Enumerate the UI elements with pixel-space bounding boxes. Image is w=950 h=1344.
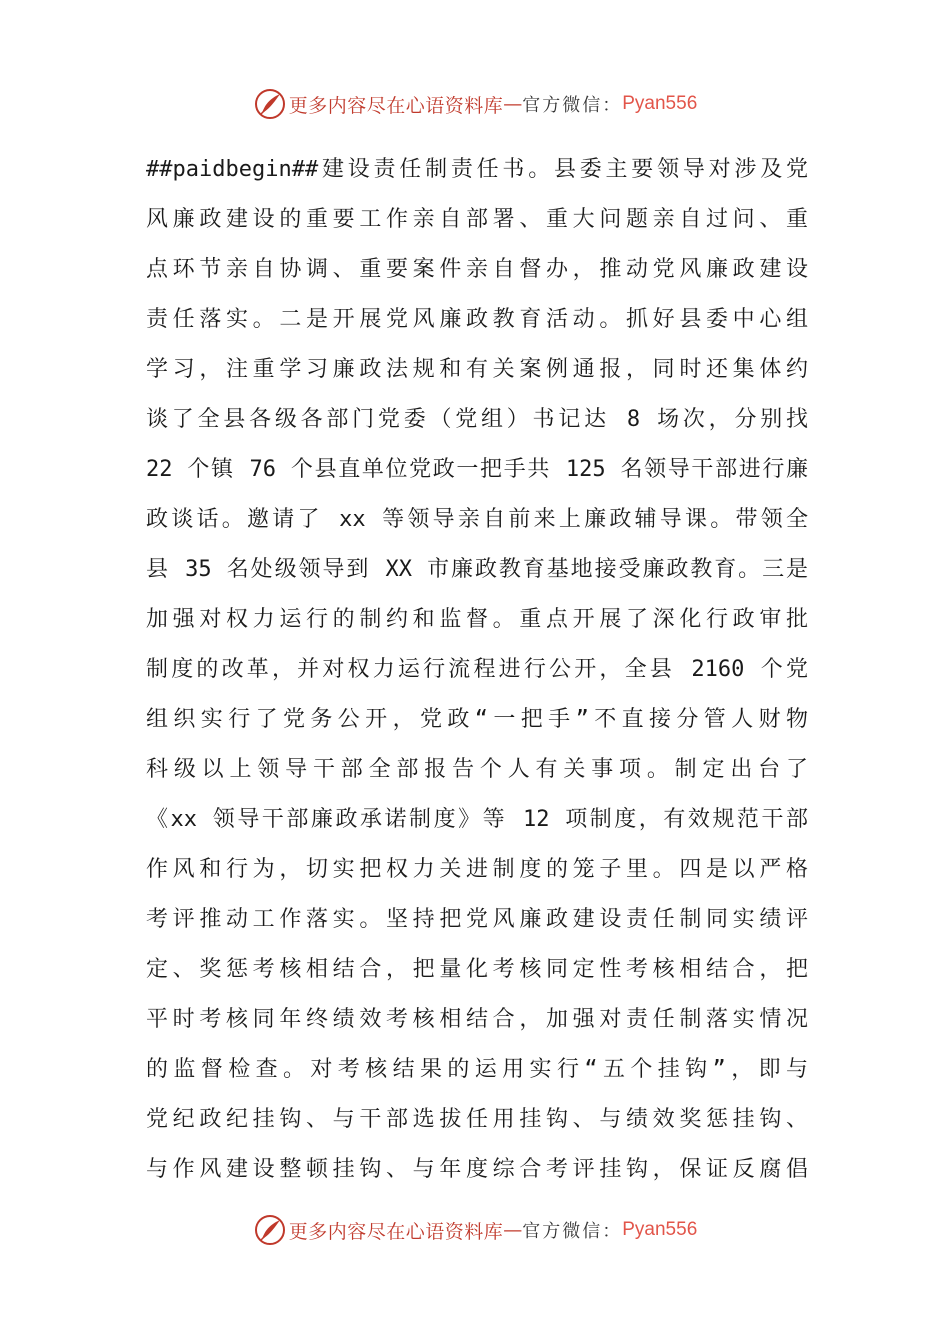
banner-dash: —	[503, 1219, 523, 1241]
body-line: 责任落实。二是开展党风廉政教育活动。抓好县委中心组	[146, 307, 808, 332]
body-line: 党纪政纪挂钩、与干部选拔任用挂钩、与绩效奖惩挂钩、	[146, 1107, 808, 1132]
body-line: 政谈话。邀请了 xx 等领导亲自前来上廉政辅导课。带领全	[146, 507, 808, 532]
banner-wechat-label: 官方微信：	[522, 95, 623, 116]
body-line: 作风和行为，切实把权力关进制度的笼子里。四是以严格	[146, 857, 808, 882]
pen-logo-icon	[253, 87, 287, 121]
body-line: 加强对权力运行的制约和监督。重点开展了深化行政审批	[146, 607, 808, 632]
banner-main-text: 更多内容尽在心语资料库	[288, 1220, 504, 1243]
banner-wechat-id: Pyan556	[622, 93, 698, 114]
body-line: ##paidbegin##建设责任制责任书。县委主要领导对涉及党	[146, 157, 808, 182]
footer-banner	[0, 1210, 950, 1250]
header-banner	[0, 84, 950, 124]
body-line: 定、奖惩考核相结合，把量化考核同定性考核相结合，把	[146, 957, 808, 982]
body-line: 点环节亲自协调、重要案件亲自督办，推动党风廉政建设	[146, 257, 808, 282]
body-line: 与作风建设整顿挂钩、与年度综合考评挂钩，保证反腐倡	[146, 1157, 808, 1182]
document-body	[146, 145, 808, 1195]
body-line: 学习，注重学习廉政法规和有关案例通报，同时还集体约	[146, 357, 808, 382]
pen-logo-icon	[253, 1213, 287, 1247]
body-line: 的监督检查。对考核结果的运用实行“五个挂钩”，即与	[146, 1057, 808, 1082]
banner-text	[289, 91, 698, 118]
body-line: 平时考核同年终绩效考核相结合，加强对责任制落实情况	[146, 1007, 808, 1032]
body-line: 《xx 领导干部廉政承诺制度》等 12 项制度，有效规范干部	[146, 807, 808, 832]
banner-wechat-label: 官方微信：	[522, 1221, 623, 1242]
banner-dash: —	[503, 93, 523, 115]
banner-main-text: 更多内容尽在心语资料库	[288, 94, 504, 117]
body-line: 组织实行了党务公开，党政“一把手”不直接分管人财物	[146, 707, 808, 732]
body-line: 22 个镇 76 个县直单位党政一把手共 125 名领导干部进行廉	[146, 457, 808, 482]
body-line: 考评推动工作落实。坚持把党风廉政建设责任制同实绩评	[146, 907, 808, 932]
banner-wechat-id: Pyan556	[622, 1219, 698, 1240]
body-line: 县 35 名处级领导到 XX 市廉政教育基地接受廉政教育。三是	[146, 557, 808, 582]
body-line: 科级以上领导干部全部报告个人有关事项。制定出台了	[146, 757, 808, 782]
body-line: 风廉政建设的重要工作亲自部署、重大问题亲自过问、重	[146, 207, 808, 232]
body-line: 制度的改革，并对权力运行流程进行公开，全县 2160 个党	[146, 657, 808, 682]
body-line: 谈了全县各级各部门党委（党组）书记达 8 场次，分别找	[146, 407, 808, 432]
banner-text	[289, 1217, 698, 1244]
